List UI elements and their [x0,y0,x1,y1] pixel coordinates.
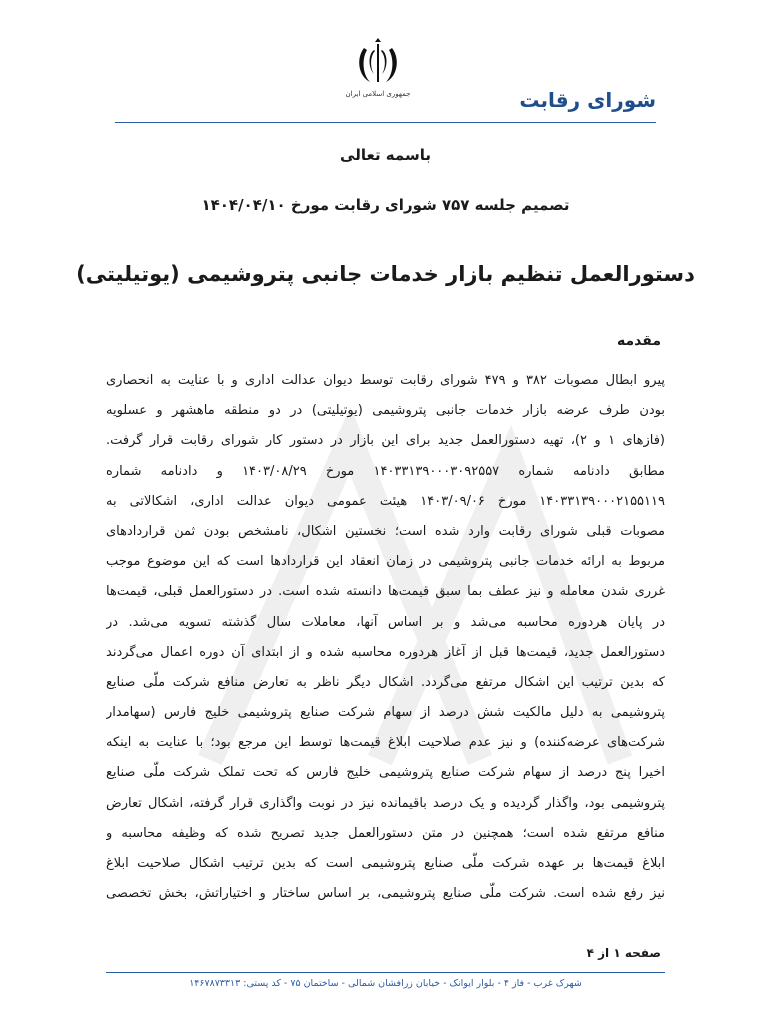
iran-emblem-icon [354,38,402,88]
body-line: پیرو ابطال مصوبات ۳۸۲ و ۴۷۹ شورای رقابت توسط دیوان عدالت اداری و با عنایت به انحصاری [106,373,665,388]
footer-address: شهرک غرب - فاز ۴ - بلوار ایوانک - خیابان زرافشان شمالی - ساختمان ۷۵ - کد پستی: ۱۴۶۷۸۷۳۳۱۳ [189,978,582,989]
page-number: صفحه ۱ از ۴ [586,946,661,960]
body-line: نیز رفع شده است. شرکت ملّی صنایع پتروشیمی، بر اساس ساختار و اختیاراتش، بخش تخصصی [106,886,665,902]
body-line: مصوبات قبلی شورای رقابت وارد شده است؛ نخستین اشکال، نامشخص بودن ثمن قراردادهای [106,523,665,539]
body-line: پتروشیمی به دلیل مالکیت شش درصد از سهام شرکت صنایع پتروشیمی خلیج فارس (سهامدار [106,705,665,721]
body-line: مطابق دادنامه شماره ۱۴۰۳۳۱۳۹۰۰۰۳۰۹۲۵۵۷ مورخ ۱۴۰۳/۰۸/۲۹ و دادنامه شماره [106,463,665,479]
body-line: ابلاغ قیمت‌ها بر عهده شرکت ملّی صنایع پتروشیمی است که بدین ترتیب اشکال صلاحیت ابلاغ [106,856,665,871]
body-line: منافع مرتفع شده است؛ همچنین در متن دستورالعمل جدید تصریح شده که وظیفه محاسبه و [106,825,665,841]
body-line: اخیرا پنج درصد از سهام شرکت صنایع پتروشیمی خلیج فارس که تحت تملک شرکت ملّی صنایع [106,765,665,781]
section-heading: مقدمه [617,333,661,349]
opening-invocation: باسمه تعالی [340,146,431,164]
document-title: دستورالعمل تنظیم بازار خدمات جانبی پتروشیمی (یوتیلیتی) [76,262,695,286]
body-line: بودن طرف عرضه بازار خدمات جانبی پتروشیمی (یوتیلیتی) در دو منطقه ماهشهر و عسلویه [106,403,665,419]
header-divider [115,122,656,123]
body-line: که بدین ترتیب این اشکال مرتفع می‌گردد. اشکال دیگر ناظر به تعارض منافع شرکت ملّی صنایع [106,674,665,690]
emblem-caption: جمهوری اسلامی ایران [345,90,411,98]
body-line: (فازهای ۱ و ۲)، تهیه دستورالعمل جدید برای این بازار در دستور کار شورای رقابت قرار گرفت. [106,433,665,449]
footer-divider [106,972,665,973]
body-line: شرکت‌های عرضه‌کننده) و نیز عدم صلاحیت ابلاغ قیمت‌ها توسط این مرجع بود؛ با عنایت به اینکه [106,735,665,751]
body-line: پتروشیمی بود، واگذار گردیده و یک درصد باقیمانده نیز در نوبت واگذاری قرار گرفته، اشکال تعارض [106,795,665,811]
body-line: ۱۴۰۳۳۱۳۹۰۰۰۲۱۵۵۱۱۹ مورخ ۱۴۰۳/۰۹/۰۶ هیئت عمومی دیوان عدالت اداری، اشکالاتی به [106,493,665,509]
body-line: دستورالعمل جدید، قیمت‌ها قبل از آغاز هردوره محاسبه شده و از ابتدای آن دوره اعمال می‌گردند [106,644,665,660]
body-paragraph [106,366,665,909]
body-line: غرری شدن معامله و نیز عطف بما سبق قیمت‌ها دانسته شده است. در دستورالعمل قبلی، قیمت‌ها [106,584,665,600]
emblem [335,38,421,98]
body-line: در پایان هردوره محاسبه می‌شد و بر اساس آنها، معاملات سال گذشته تسویه می‌شد. در [106,614,665,630]
body-line: مربوط به ارائه خدمات جانبی پتروشیمی در زمان انعقاد این قراردادها است که این موضوع موجب [106,554,665,570]
decision-title: تصمیم جلسه ۷۵۷ شورای رقابت مورخ ۱۴۰۴/۰۴/۱۰ [201,196,570,214]
organization-name: شورای رقابت [519,88,656,112]
